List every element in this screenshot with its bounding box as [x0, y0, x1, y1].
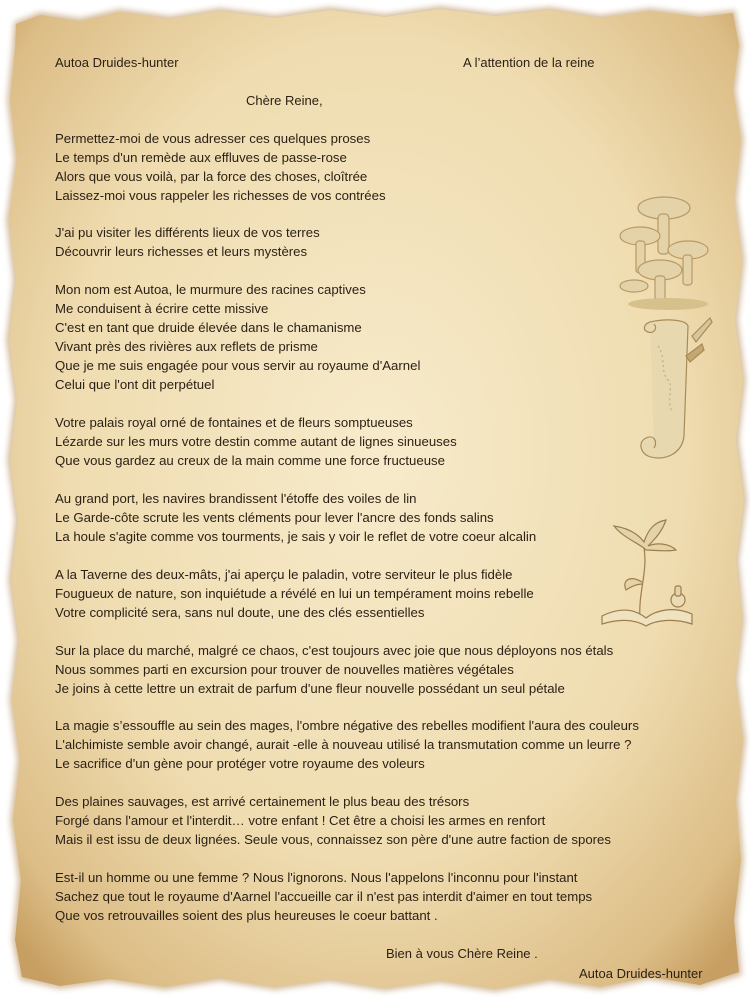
poem-line: J'ai pu visiter les différents lieux de vos terres	[55, 225, 320, 240]
poem-line: Découvrir leurs richesses et leurs mystères	[55, 244, 308, 259]
stanza-5	[55, 489, 536, 546]
poem-line: Permettez-moi de vous adresser ces quelques proses	[55, 131, 371, 146]
poem-line: Mon nom est Autoa, le murmure des racines captives	[55, 282, 366, 297]
closing-line: Bien à vous Chère Reine .	[386, 946, 538, 961]
poem-line: Nous sommes parti en excursion pour trouver de nouvelles matières végétales	[55, 662, 514, 677]
poem-line: Le Garde-côte scrute les vents cléments pour lever l'ancre des fonds salins	[55, 510, 494, 525]
poem-line: Laissez-moi vous rappeler les richesses de vos contrées	[55, 188, 386, 203]
salutation: Chère Reine,	[246, 93, 323, 108]
recipient-line: A l’attention de la reine	[463, 55, 595, 70]
stanza-8	[55, 716, 639, 773]
poem-line: Me conduisent à écrire cette missive	[55, 301, 269, 316]
poem-line: Votre palais royal orné de fontaines et de fleurs somptueuses	[55, 415, 413, 430]
poem-line: Mais il est issu de deux lignées. Seule vous, connaissez son père d'une autre faction de spores	[55, 832, 611, 847]
poem-line: Celui que l'ont dit perpétuel	[55, 377, 215, 392]
stanza-1	[55, 129, 386, 205]
poem-line: La magie s’essouffle au sein des mages, l'ombre négative des rebelles modifient l'aura des couleurs	[55, 718, 639, 733]
stanza-9	[55, 792, 611, 849]
poem-line: Est-il un homme ou une femme ? Nous l'ignorons. Nous l'appelons l'inconnu pour l'instant	[55, 870, 578, 885]
poem-line: Des plaines sauvages, est arrivé certainement le plus beau des trésors	[55, 794, 470, 809]
stanza-4	[55, 413, 457, 470]
sender-name: Autoa Druides-hunter	[55, 55, 179, 70]
stanza-3	[55, 280, 420, 394]
poem-line: Que je me suis engagée pour vous servir au royaume d'Aarnel	[55, 358, 421, 373]
poem-line: Votre complicité sera, sans nul doute, une des clés essentielles	[55, 605, 425, 620]
poem-line: Vivant près des rivières aux reflets de prisme	[55, 339, 318, 354]
signature: Autoa Druides-hunter	[579, 966, 703, 981]
poem-line: Je joins à cette lettre un extrait de parfum d'une fleur nouvelle possédant un seul pétale	[55, 681, 565, 696]
poem-line: Le temps d'un remède aux effluves de passe-rose	[55, 150, 347, 165]
poem-line: Sachez que tout le royaume d'Aarnel l'accueille car il n'est pas interdit d'aimer en tout temps	[55, 889, 593, 904]
poem-line: Sur la place du marché, malgré ce chaos, c'est toujours avec joie que nous déployons nos étals	[55, 643, 614, 658]
poem-line: A la Taverne des deux-mâts, j'ai aperçu le paladin, votre serviteur le plus fidèle	[55, 567, 513, 582]
poem-line: Fougueux de nature, son inquiétude a révélé en lui un tempérament moins rebelle	[55, 586, 534, 601]
stanza-2	[55, 223, 320, 261]
stanza-10	[55, 868, 592, 925]
poem-line: Alors que vous voilà, par la force des choses, cloîtrée	[55, 169, 368, 184]
poem-line: Que vous gardez au creux de la main comme une force fructueuse	[55, 453, 445, 468]
poem-line: Au grand port, les navires brandissent l'étoffe des voiles de lin	[55, 491, 417, 506]
poem-line: Le sacrifice d'un gène pour protéger votre royaume des voleurs	[55, 756, 425, 771]
poem-line: L'alchimiste semble avoir changé, aurait -elle à nouveau utilisé la transmutation comme un leurre ?	[55, 737, 632, 752]
stanza-7	[55, 641, 613, 698]
poem-line: Que vos retrouvailles soient des plus heureuses le coeur battant .	[55, 908, 438, 923]
stanza-6	[55, 565, 534, 622]
poem-line: C'est en tant que druide élevée dans le chamanisme	[55, 320, 362, 335]
poem-line: Forgé dans l'amour et l'interdit… votre enfant ! Cet être a choisi les armes en renfort	[55, 813, 546, 828]
poem-line: Lézarde sur les murs votre destin comme autant de lignes sinueuses	[55, 434, 457, 449]
poem-line: La houle s'agite comme vos tourments, je sais y voir le reflet de votre coeur alcalin	[55, 529, 537, 544]
